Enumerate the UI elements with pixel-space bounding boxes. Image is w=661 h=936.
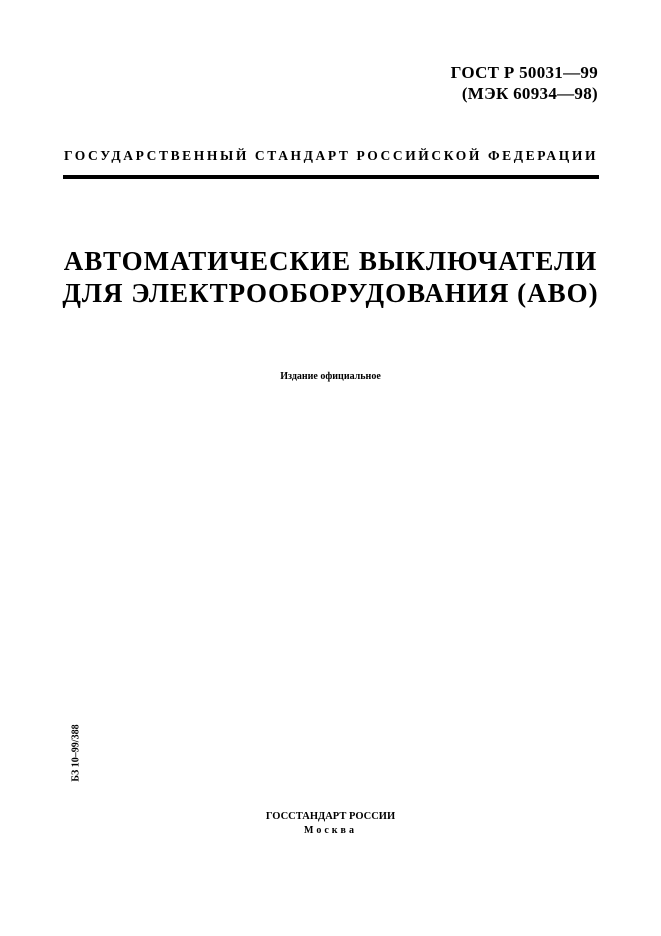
gost-number: ГОСТ Р 50031—99 [450, 63, 598, 82]
title-line-1: АВТОМАТИЧЕСКИЕ ВЫКЛЮЧАТЕЛИ [63, 246, 598, 276]
publisher-name: ГОССТАНДАРТ РОССИИ [265, 811, 396, 822]
title-line-2: ДЛЯ ЭЛЕКТРООБОРУДОВАНИЯ (АВО) [62, 278, 599, 308]
side-catalog-code: БЗ 10–99/388 [70, 724, 82, 782]
document-title [0, 245, 661, 309]
state-standard-heading: ГОСУДАРСТВЕННЫЙ СТАНДАРТ РОССИЙСКОЙ ФЕДЕРАЦИИ [63, 148, 599, 163]
header-divider [63, 175, 599, 179]
publisher-city: Москва [304, 825, 357, 836]
iec-number: (МЭК 60934—98) [461, 84, 598, 103]
publisher-block [0, 810, 661, 838]
gost-designation [451, 62, 598, 104]
edition-label: Издание официальное [280, 371, 381, 382]
